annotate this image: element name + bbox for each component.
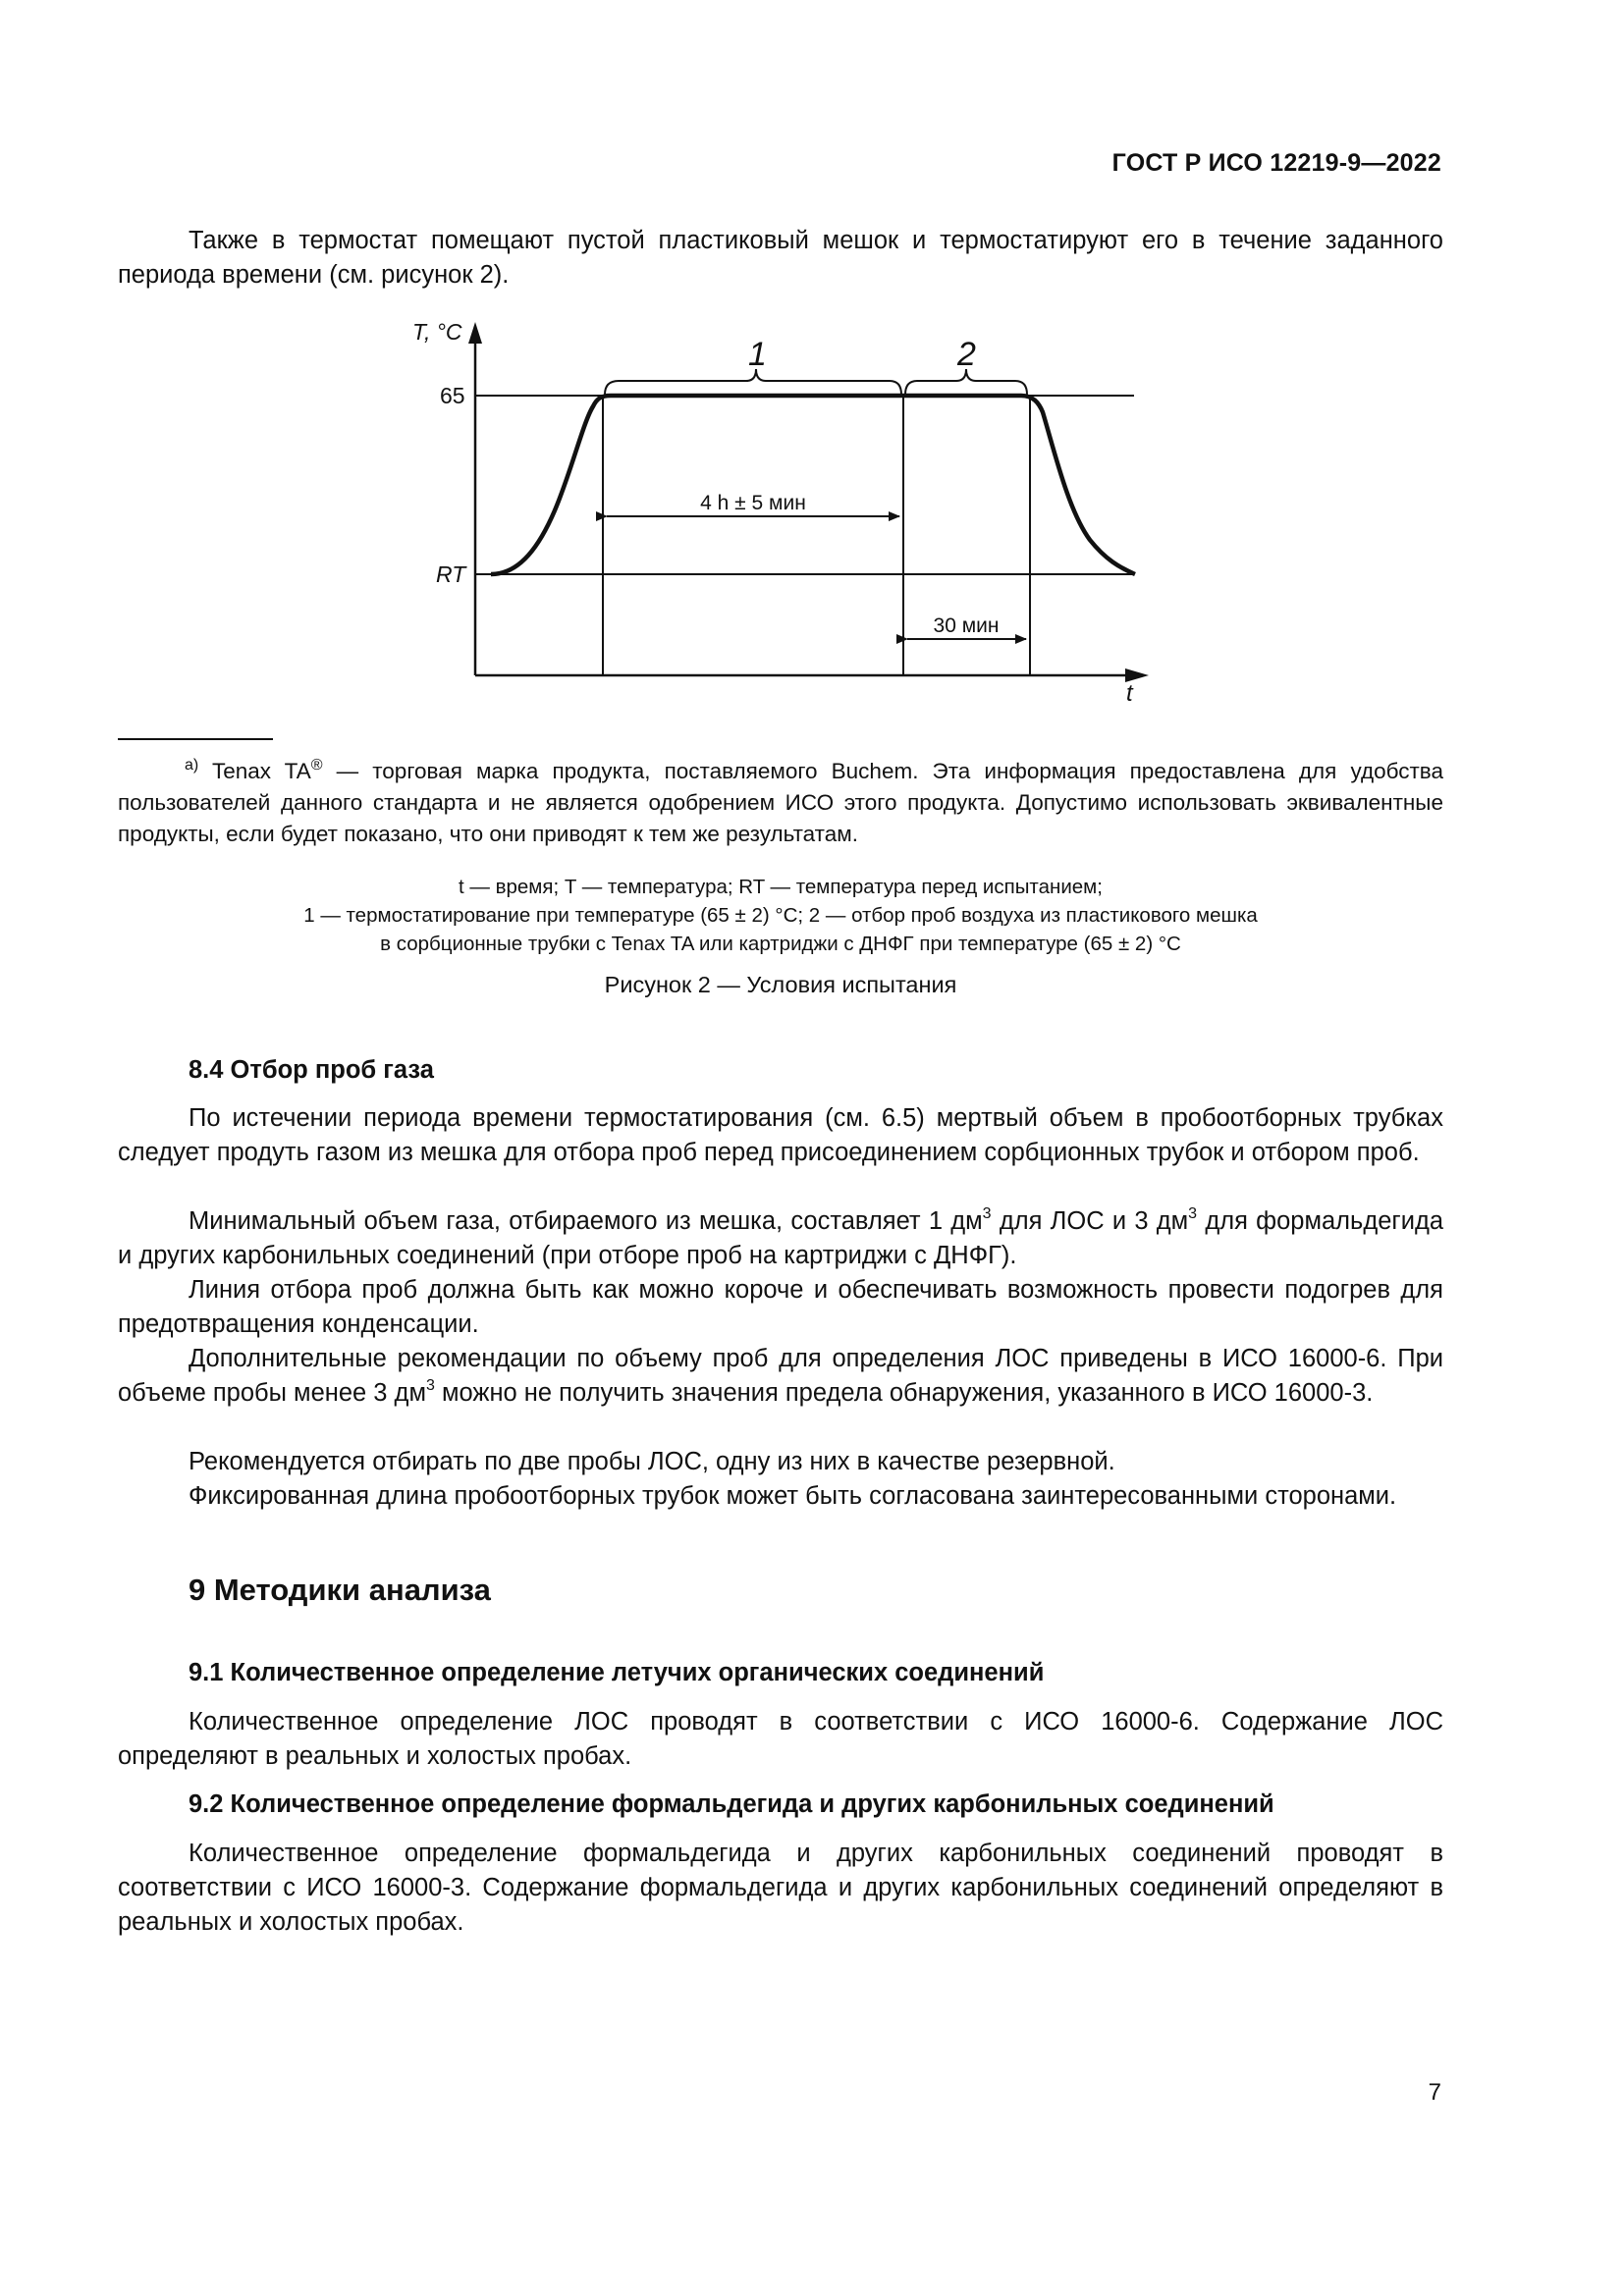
axis-x-label: t [1126,680,1133,707]
segment-2-label: 2 [957,336,976,373]
footnote-rule [118,738,273,740]
p4-part-a: Дополнительные рекомендации по объему проб для определения ЛОС приведены в ИСО 16000-6. При объеме пробы менее 3 дм [118,1345,1443,1407]
footnote [118,750,1443,850]
superscript-3: 3 [982,1205,992,1222]
temperature-time-diagram [0,0,1624,726]
footnote-brand: Tenax TA [211,759,311,783]
y-axis-arrow [468,322,482,344]
p2-part-c: для формальдегида и других карбонильных соединений (при отборе проб на картриджи с ДНФГ). [118,1207,1444,1269]
y-tick-65: 65 [440,383,465,408]
intro-paragraph: Также в термостат помещают пустой пластиковый мешок и термостатируют его в течение заданного периода времени (см. рисунок 2). [118,227,1443,289]
document-header: ГОСТ Р ИСО 12219-9—2022 [1111,149,1441,177]
section-8-4-paragraph-6: Фиксированная длина пробоотборных трубок может быть согласована заинтересованными сторонами. [189,1482,1397,1510]
superscript-3: 3 [425,1377,435,1394]
temperature-curve [491,396,1135,574]
section-9-1-paragraph: Количественное определение ЛОС проводят в соответствии с ИСО 16000-6. Содержание ЛОС определяют в реальных и холостых пробах. [118,1708,1443,1770]
section-9-2-paragraph: Количественное определение формальдегида и других карбонильных соединений проводят в соответствии с ИСО 16000-3. Содержание формальдегида и других карбонильных соединений определяют в реальных и холостых пробах. [118,1840,1443,1936]
registered-mark: ® [310,757,323,774]
section-8-4-paragraph-3: Линия отбора проб должна быть как можно короче и обеспечивать возможность провести подогрев для предотвращения конденсации. [118,1276,1443,1338]
p4-part-b: можно не получить значения предела обнаружения, указанного в ИСО 16000-3. [434,1379,1374,1407]
section-9-title: 9 Методики анализа [189,1573,491,1607]
section-8-4-paragraph-5: Рекомендуется отбирать по две пробы ЛОС, одну из них в качестве резервной. [189,1448,1115,1475]
section-9-2-title: 9.2 Количественное определение формальдегида и других карбонильных соединений [189,1790,1274,1818]
p2-part-b: для ЛОС и 3 дм [991,1207,1189,1235]
section-8-4-title: 8.4 Отбор проб газа [189,1056,434,1084]
section-8-4-paragraph-4 [118,1342,1443,1411]
legend-line-3: в сорбционные трубки с Tenax TA или картриджи с ДНФГ при температуре (65 ± 2) °C [380,933,1181,955]
duration-30min-label: 30 мин [933,614,1000,637]
footnote-marker: a) [185,757,199,774]
y-tick-rt: RT [436,561,466,587]
section-9-1-title: 9.1 Количественное определение летучих органических соединений [189,1659,1045,1686]
page-number: 7 [1428,2079,1441,2106]
figure-caption: Рисунок 2 — Условия испытания [604,972,957,997]
footnote-text: — торговая марка продукта, поставляемого Buchem. Эта информация предоставлена для удобства пользователей данного стандарта и не является одобрением ИСО этого продукта. Допустимо использовать эквивалентные продукты, если будет показано, что они приводят к тем же результатам. [118,759,1443,846]
legend-line-1: t — время; T — температура; RT — температура перед испытанием; [459,876,1103,898]
legend-line-2: 1 — термостатирование при температуре (65 ± 2) °C; 2 — отбор проб воздуха из пластикового мешка [303,904,1258,927]
axis-y-label: T, °C [412,319,462,345]
duration-4h-label: 4 h ± 5 мин [700,492,806,514]
superscript-3: 3 [1188,1205,1198,1222]
section-8-4-paragraph-1: По истечении периода времени термостатирования (см. 6.5) мертвый объем в пробоотборных трубках следует продуть газом из мешка для отбора проб перед присоединением сорбционных трубок и отбором проб. [118,1104,1443,1166]
section-8-4-paragraph-2 [118,1204,1443,1273]
segment-1-label: 1 [748,336,767,373]
figure-legend [118,873,1443,958]
p2-part-a: Минимальный объем газа, отбираемого из мешка, составляет 1 дм [189,1207,983,1235]
